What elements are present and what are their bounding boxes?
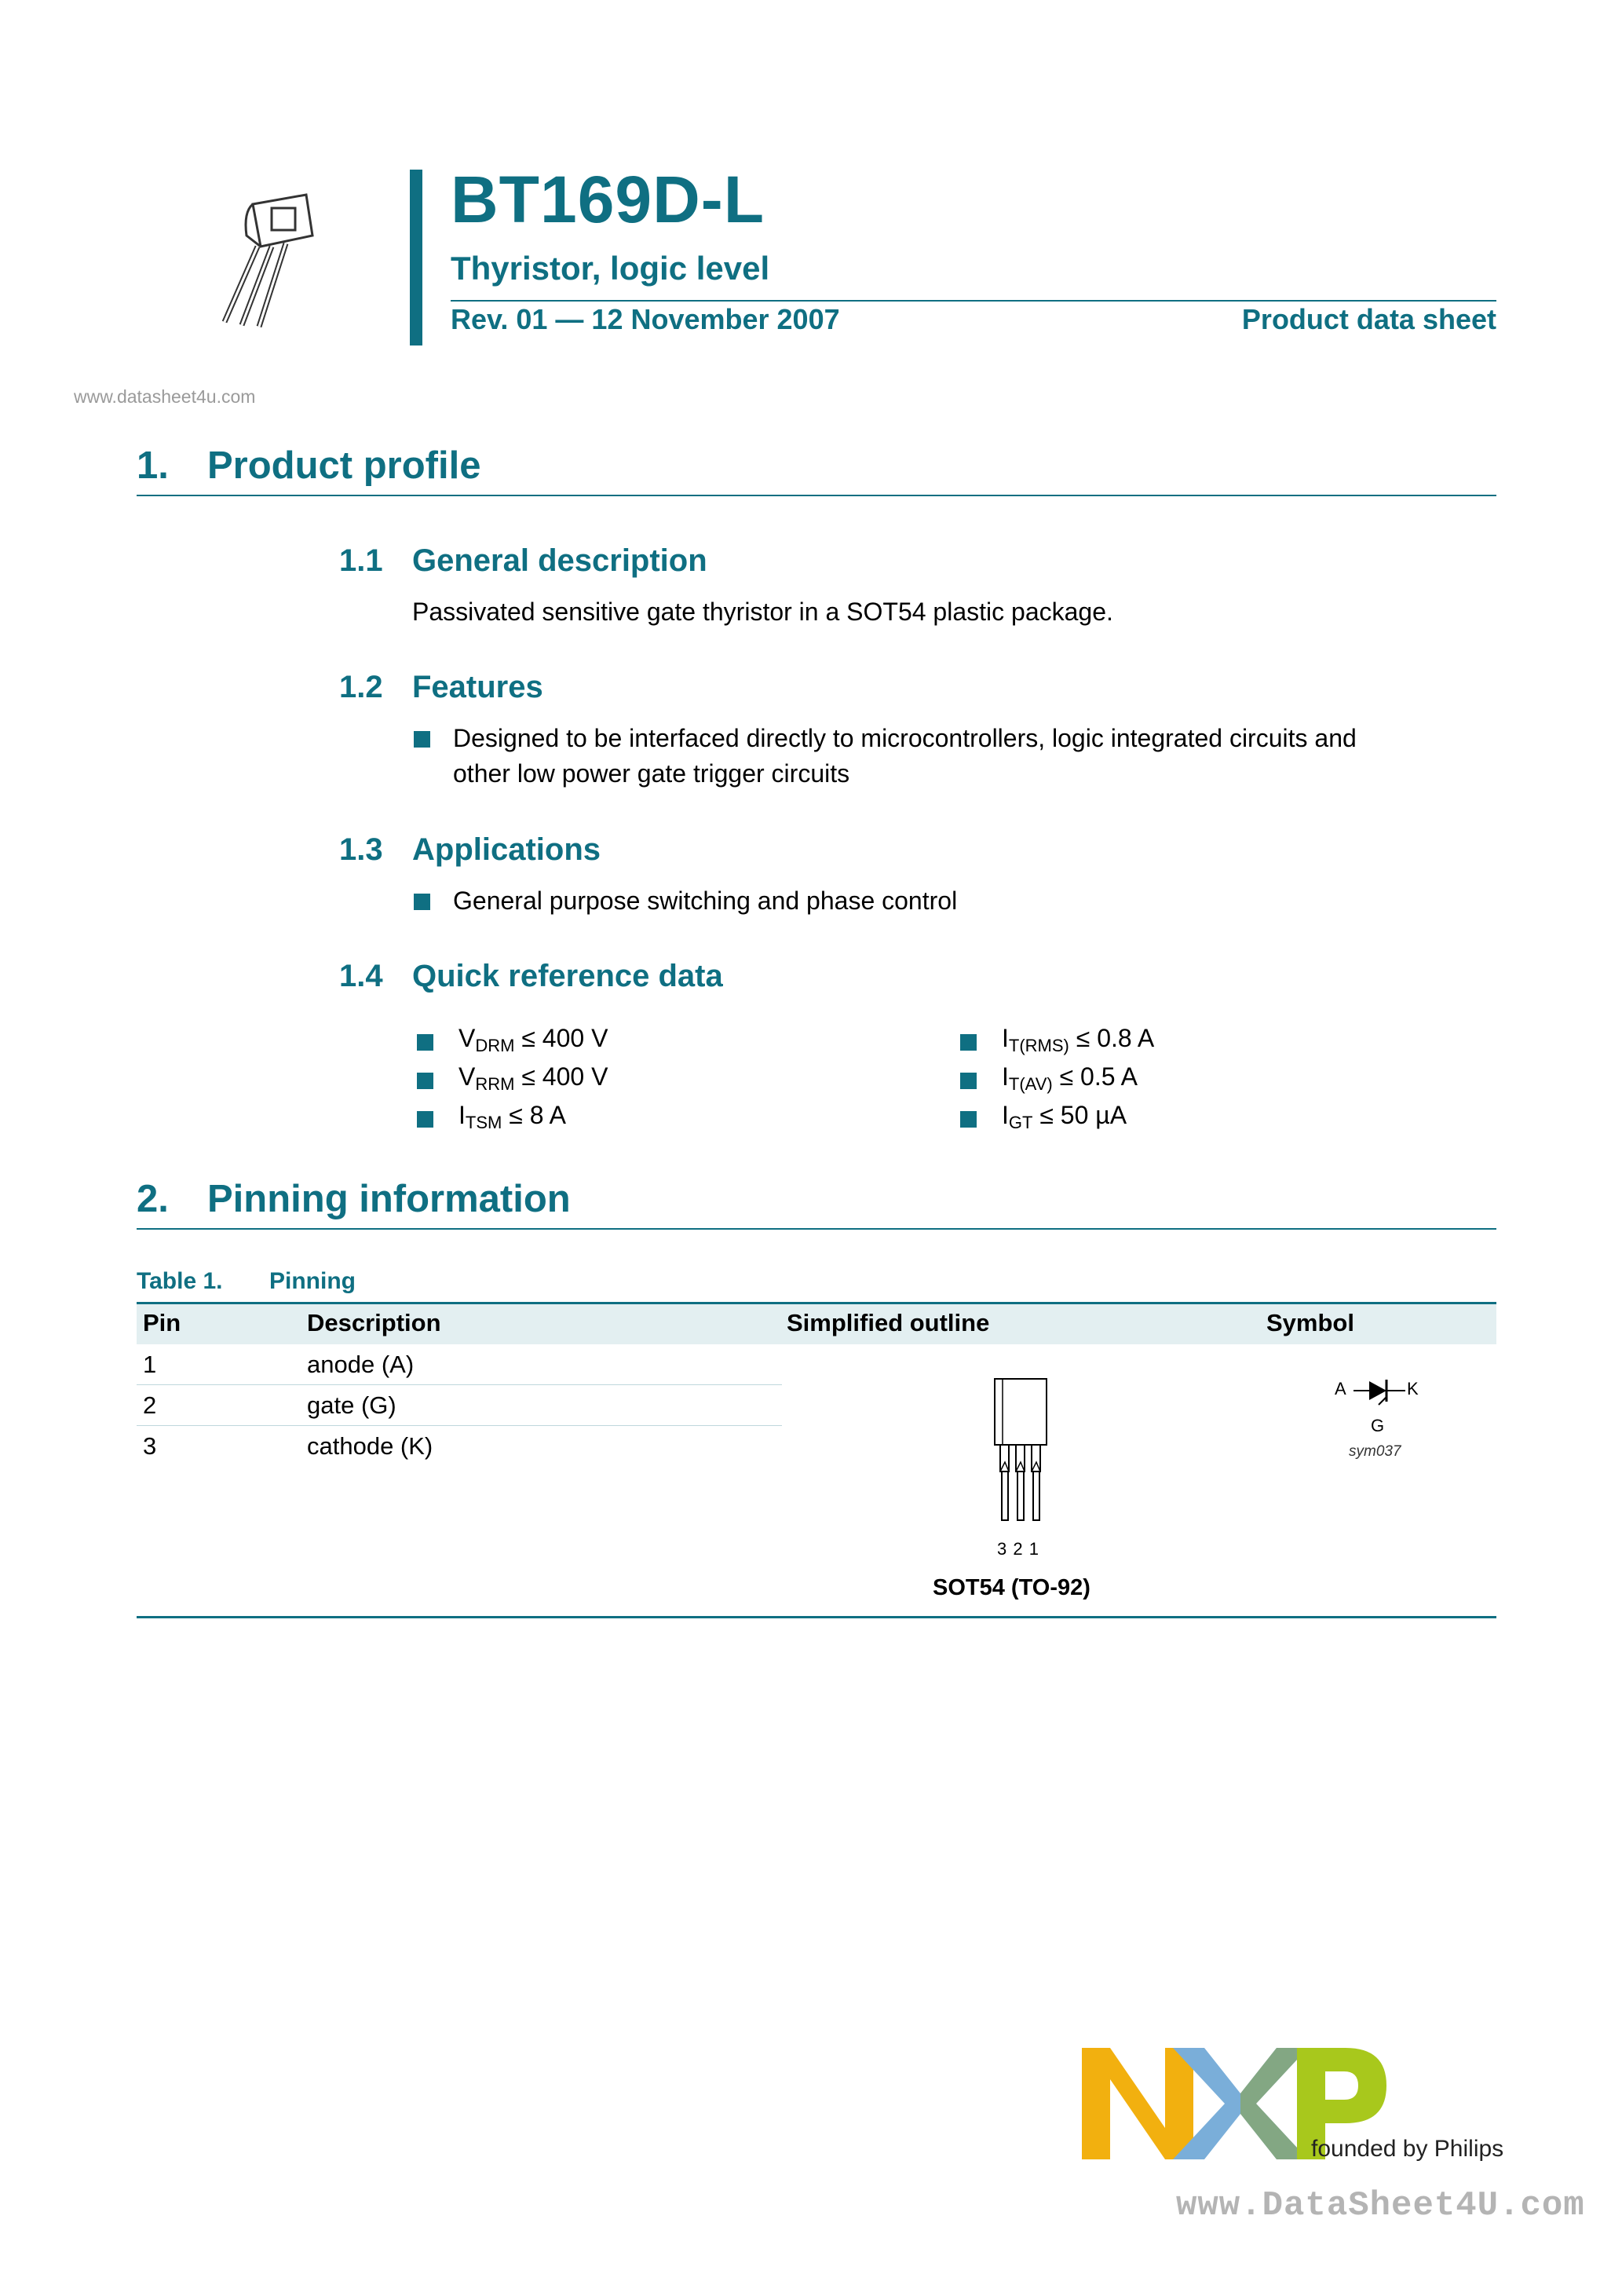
symbol-code: sym037 (1349, 1443, 1401, 1460)
quick-ref-item: $V_{DRM} \le 400$ V (458, 1024, 608, 1055)
outline-pin-numbers: 3 2 1 (997, 1539, 1039, 1559)
table-header-pin: Pin (143, 1309, 181, 1336)
quick-ref-item: $I_{T(AV)} \le 0.5$ A (1002, 1062, 1138, 1094)
section-1-number: 1. (137, 444, 169, 487)
symbol-label-k: K (1407, 1379, 1419, 1398)
section-2-number: 2. (137, 1178, 169, 1220)
section-1-4-number: 1.4 (339, 959, 383, 993)
symbol-label-a: A (1335, 1379, 1346, 1398)
table-row-description: anode (A) (307, 1351, 415, 1378)
revision-label: Rev. 01 — 12 November 2007 (451, 303, 840, 335)
table-header-description: Description (307, 1309, 441, 1336)
section-1-rule (137, 495, 1496, 496)
quick-ref-item: $I_{GT} \le 50$ µA (1002, 1101, 1127, 1132)
table-header-symbol: Symbol (1266, 1309, 1354, 1336)
section-1-1-number: 1.1 (339, 543, 383, 578)
section-1-2-number: 1.2 (339, 670, 383, 704)
header-rule (451, 300, 1496, 302)
section-1-3-title: Applications (412, 832, 601, 867)
feature-item-line-1: Designed to be interfaced directly to microcontrollers, logic integrated circuits and (453, 724, 1357, 752)
application-item: General purpose switching and phase control (453, 887, 958, 915)
bullet-icon (960, 1111, 977, 1128)
general-description-text: Passivated sensitive gate thyristor in a SOT54 plastic package. (412, 598, 1113, 626)
table-row-pin: 2 (143, 1391, 157, 1419)
thyristor-symbol-icon (1352, 1375, 1407, 1406)
section-1-4-title: Quick reference data (412, 959, 723, 993)
table-row-description: gate (G) (307, 1391, 396, 1419)
table-bottom-rule (137, 1616, 1496, 1618)
section-1-title: Product profile (207, 444, 481, 487)
doc-type-label: Product data sheet (1241, 303, 1496, 335)
bullet-icon (960, 1073, 977, 1089)
sot54-outline-icon (974, 1374, 1068, 1523)
product-subtitle: Thyristor, logic level (451, 250, 770, 287)
table-row-divider (137, 1425, 782, 1426)
quick-ref-item: $I_{TSM} \le 8$ A (458, 1101, 566, 1132)
table-row-pin: 3 (143, 1432, 157, 1460)
table-caption-number: Table 1. (137, 1268, 223, 1294)
header (0, 0, 1622, 407)
package-thumbnail-icon (212, 181, 330, 338)
nxp-tagline: founded by Philips (1311, 2136, 1504, 2162)
watermark-bottom[interactable]: www.DataSheet4U.com (1176, 2186, 1585, 2225)
bullet-icon (417, 1034, 433, 1051)
bullet-icon (960, 1034, 977, 1051)
section-2-rule (137, 1228, 1496, 1230)
outline-label: SOT54 (TO-92) (933, 1575, 1090, 1600)
table-header-outline: Simplified outline (787, 1309, 990, 1336)
table-row-description: cathode (K) (307, 1432, 433, 1460)
bullet-icon (417, 1111, 433, 1128)
symbol-label-g: G (1371, 1416, 1385, 1435)
bullet-icon (414, 894, 430, 910)
feature-item-line-2: other low power gate trigger circuits (453, 759, 850, 788)
table-caption-title: Pinning (269, 1268, 356, 1294)
title-bar-accent (410, 170, 422, 345)
bullet-icon (417, 1073, 433, 1089)
watermark-top[interactable]: www.datasheet4u.com (74, 386, 256, 407)
quick-ref-item: $V_{RRM} \le 400$ V (458, 1062, 608, 1094)
quick-ref-item: $I_{T(RMS)} \le 0.8$ A (1002, 1024, 1155, 1055)
section-2-title: Pinning information (207, 1178, 571, 1220)
bullet-icon (414, 731, 430, 748)
section-1-3-number: 1.3 (339, 832, 383, 867)
section-1-2-title: Features (412, 670, 543, 704)
table-row-divider (137, 1384, 782, 1385)
section-1-1-title: General description (412, 543, 707, 578)
product-title: BT169D-L (451, 163, 765, 236)
table-row-pin: 1 (143, 1351, 157, 1378)
